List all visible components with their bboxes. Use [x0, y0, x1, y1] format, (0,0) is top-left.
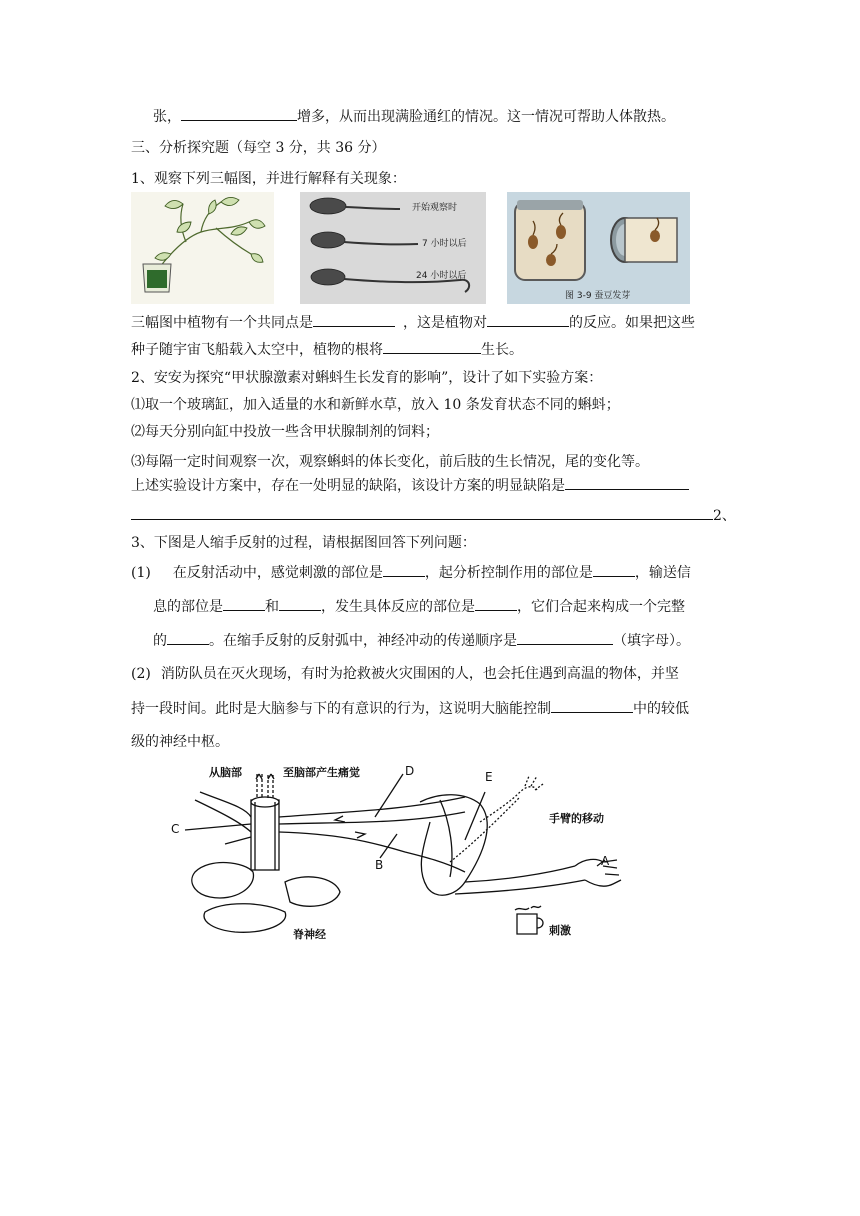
answer-blank[interactable] [313, 312, 395, 327]
reflex-arc-diagram [165, 762, 635, 947]
label-e: E [485, 770, 493, 784]
text-line: 的 。在缩手反射的反射弧中，神经冲动的传递顺序是 （填字母）。 [153, 630, 690, 651]
step-3: ⑶每隔一定时间观察一次，观察蝌蚪的体长变化，前后肢的生长情况，尾的变化等。 [131, 454, 649, 470]
text-line: (2) 消防队员在灭火现场，有时为抢救被火灾围困的人，也会托住遇到高温的物体，并坚 [131, 666, 679, 682]
answer-blank[interactable] [223, 596, 265, 611]
question-1: 1、观察下列三幅图，并进行解释有关现象： [131, 171, 406, 187]
answer-blank[interactable] [487, 312, 569, 327]
answer-blank[interactable] [131, 505, 713, 520]
answer-blank[interactable] [383, 562, 425, 577]
answer-blank[interactable] [475, 596, 517, 611]
label-to-brain: 至脑部产生痛觉 [283, 766, 360, 779]
figure-caption: 图 3-9 蚕豆发芽 [565, 291, 631, 301]
answer-blank[interactable] [279, 596, 321, 611]
label-stimulus: 刺激 [549, 924, 571, 937]
answer-blank[interactable] [551, 698, 633, 713]
germination-figure [300, 192, 486, 304]
bean-sprout-figure [507, 192, 690, 304]
text-line: 持一段时间。此时是大脑参与下的有意识的行为，这说明大脑能控制 中的较低 [131, 698, 689, 719]
text-line: 息的部位是 和 ，发生具体反应的部位是 ，它们合起来构成一个完整 [153, 596, 685, 617]
text-line: 种子随宇宙飞船载入太空中，植物的根将 生长。 [131, 339, 523, 360]
label-from-brain: 从脑部 [209, 766, 242, 779]
label-spinal-nerve: 脊神经 [293, 928, 326, 941]
label-d: D [405, 764, 415, 778]
time-label: 24 小时以后 [416, 271, 467, 281]
answer-blank[interactable] [593, 562, 635, 577]
plant-figure [131, 192, 274, 304]
label-b: B [375, 858, 384, 872]
answer-blank[interactable] [517, 630, 613, 645]
step-1: ⑴取一个玻璃缸，加入适量的水和新鲜水草，放入 10 条发育状态不同的蝌蚪； [131, 397, 620, 413]
label-a: A [601, 854, 610, 868]
step-2: ⑵每天分别向缸中投放一些含甲状腺制剂的饲料； [131, 424, 439, 440]
section-heading: 三、分析探究题（每空 3 分，共 36 分） [131, 140, 386, 156]
text-line: 张， 增多，从而出现满脸通红的情况。这一情况可帮助人体散热。 [153, 106, 675, 127]
text-line: 2、 [131, 505, 736, 526]
text-line: 上述实验设计方案中，存在一处明显的缺陷，该设计方案的明显缺陷是 [131, 475, 689, 496]
answer-blank[interactable] [167, 630, 209, 645]
time-label: 7 小时以后 [422, 239, 467, 249]
label-arm-movement: 手臂的移动 [549, 812, 604, 825]
question-3: 3、下图是人缩手反射的过程，请根据图回答下列问题： [131, 535, 476, 551]
time-label: 开始观察时 [412, 203, 458, 213]
answer-blank[interactable] [565, 475, 689, 490]
text-line: 级的神经中枢。 [131, 734, 229, 750]
answer-blank[interactable] [181, 106, 297, 121]
text-line: (1) 在反射活动中，感觉刺激的部位是 ，起分析控制作用的部位是 ，输送信 [131, 562, 691, 583]
answer-blank[interactable] [383, 339, 481, 354]
text-line: 三幅图中植物有一个共同点是 ，这是植物对 的反应。如果把这些 [131, 312, 695, 333]
question-2: 2、安安为探究“甲状腺激素对蝌蚪生长发育的影响”，设计了如下实验方案： [131, 370, 603, 386]
label-c: C [171, 822, 180, 836]
